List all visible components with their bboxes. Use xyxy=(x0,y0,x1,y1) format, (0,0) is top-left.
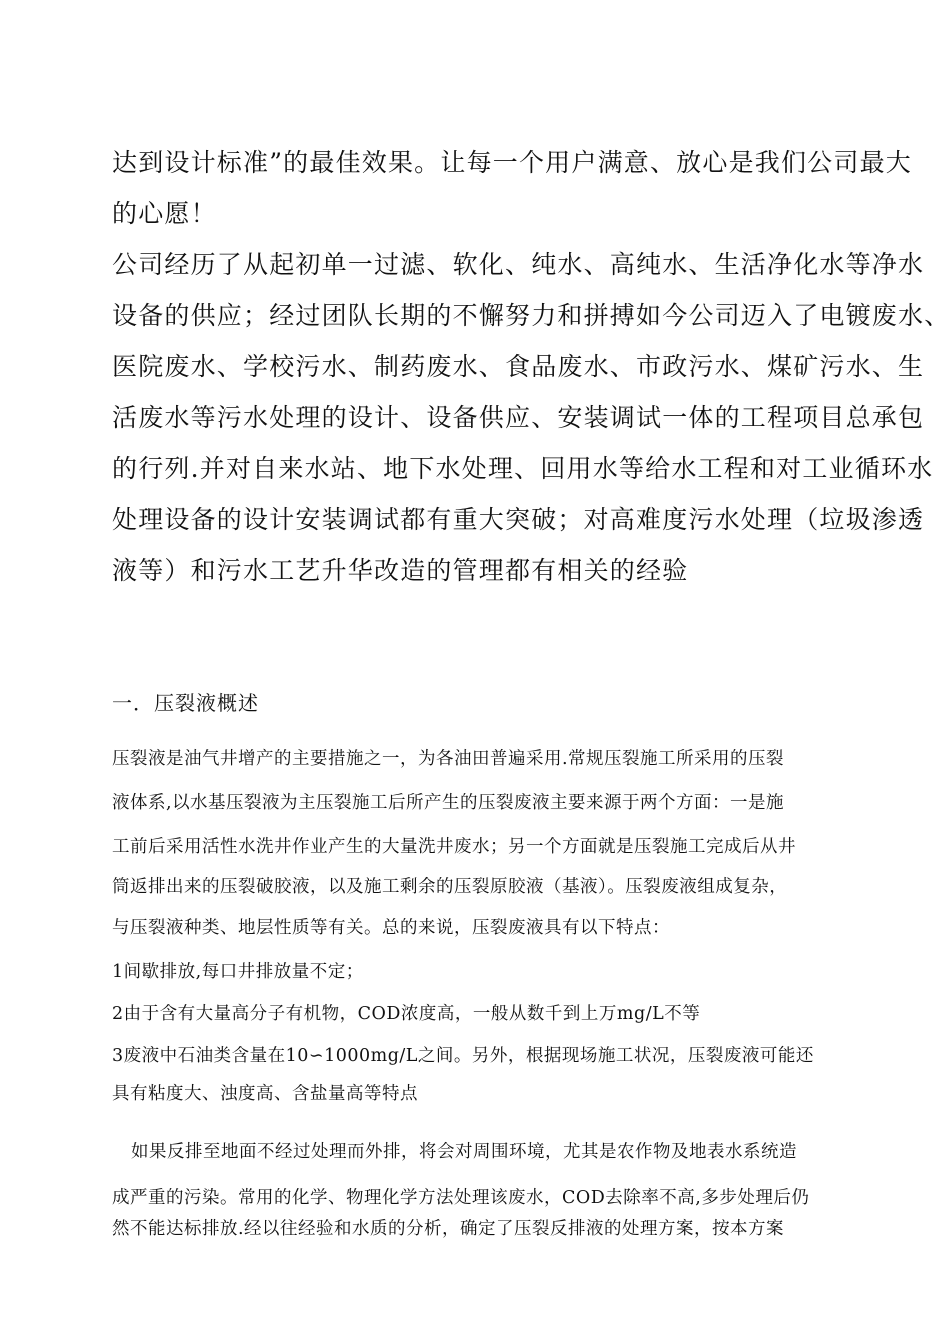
paragraph-line: 然不能达标排放.经以往经验和水质的分析，确定了压裂反排液的处理方案，按本方案 xyxy=(112,1219,785,1239)
paragraph-line: 如果反排至地面不经过处理而外排，将会对周围环境，尤其是农作物及地表水系统造 xyxy=(131,1142,797,1162)
intro-line: 设备的供应；经过团队长期的不懈努力和拼搏如今公司迈入了电镀废水、 xyxy=(112,301,950,330)
intro-line: 液等）和污水工艺升华改造的管理都有相关的经验 xyxy=(112,556,689,585)
paragraph-line: 工前后采用活性水洗井作业产生的大量洗井废水；另一个方面就是压裂施工完成后从井 xyxy=(112,837,796,857)
intro-line: 医院废水、学校污水、制药废水、食品废水、市政污水、煤矿污水、生 xyxy=(112,352,925,381)
intro-line: 公司经历了从起初单一过滤、软化、纯水、高纯水、生活净化水等净水 xyxy=(112,250,925,279)
list-item: 具有粘度大、浊度高、含盐量高等特点 xyxy=(112,1084,418,1104)
paragraph-line: 液体系,以水基压裂液为主压裂施工后所产生的压裂废液主要来源于两个方面：一是施 xyxy=(112,793,785,813)
paragraph-line: 成严重的污染。常用的化学、物理化学方法处理该废水，COD去除率不高,多步处理后仍 xyxy=(112,1188,810,1208)
paragraph-line: 与压裂液种类、地层性质等有关。总的来说，压裂废液具有以下特点： xyxy=(112,918,670,938)
intro-line: 活废水等污水处理的设计、设备供应、安装调试一体的工程项目总承包 xyxy=(112,403,925,432)
intro-line: 处理设备的设计安装调试都有重大突破；对高难度污水处理（垃圾渗透 xyxy=(112,505,925,534)
list-item: 2由于含有大量高分子有机物，COD浓度高，一般从数千到上万mg/L不等 xyxy=(112,1004,701,1024)
intro-line: 达到设计标准”的最佳效果。让每一个用户满意、放心是我们公司最大 xyxy=(112,148,912,177)
paragraph-line: 筒返排出来的压裂破胶液，以及施工剩余的压裂原胶液（基液）。压裂废液组成复杂， xyxy=(112,877,788,897)
intro-line: 的心愿！ xyxy=(112,199,217,228)
section-heading: 一．压裂液概述 xyxy=(112,691,259,715)
list-item: 1间歇排放,每口井排放量不定； xyxy=(112,962,364,982)
list-item: 3废液中石油类含量在10∽1000mg/L之间。另外，根据现场施工状况，压裂废液可能还 xyxy=(112,1046,814,1066)
intro-line: 的行列.并对自来水站、地下水处理、回用水等给水工程和对工业循环水 xyxy=(112,454,934,483)
paragraph-line: 压裂液是油气井增产的主要措施之一，为各油田普遍采用.常规压裂施工所采用的压裂 xyxy=(112,749,785,769)
